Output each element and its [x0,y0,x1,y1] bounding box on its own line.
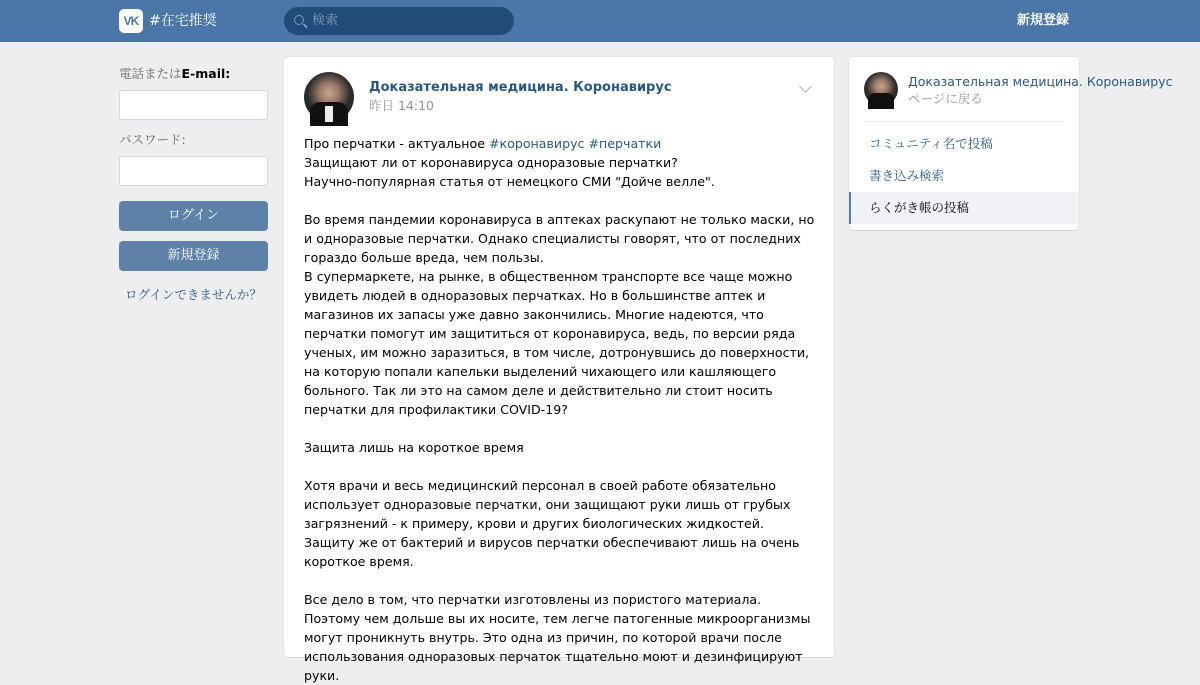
wall-post [284,57,834,683]
post-date[interactable]: 昨日 14:10 [369,98,434,113]
chevron-down-icon[interactable] [799,80,812,93]
paragraph-gap [304,419,816,438]
paragraph-gap [304,457,816,476]
community-avatar[interactable] [864,72,898,106]
hashtag-link[interactable]: #在宅推奨 [149,13,217,29]
vk-logo[interactable]: VK [119,9,143,33]
password-field[interactable] [119,156,268,186]
register-button[interactable]: 新規登録 [119,241,268,271]
phone-label: 電話またはE-mail: [119,66,231,81]
back-to-page-link[interactable]: ページに戻る [908,91,983,106]
community-sidebar [849,57,1173,230]
post-paragraph: Защита лишь на короткое время [304,440,524,455]
post-paragraph: Во время пандемии коронавируса в аптеках раскупают не только маски, но и одноразовые перчатки. Однако специалисты говорят, что от последних гораздо больше вреда, чем пользы. [304,212,815,265]
search-placeholder: 検索 [312,13,339,28]
community-name[interactable]: Доказательная медицина. Коронавирус [908,74,1173,89]
menu-search-posts[interactable]: 書き込み検索 [869,168,945,183]
paragraph-gap [304,191,816,210]
hashtag-gloves[interactable]: #перчатки [588,136,662,151]
post-text [304,134,816,685]
search-input[interactable] [284,7,514,35]
paragraph-gap [304,571,816,590]
post-paragraph: Защищают ли от коронавируса одноразовые перчатки? [304,155,678,170]
login-button[interactable]: ログイン [119,201,268,231]
password-label: パスワード: [119,132,186,147]
post-paragraph: В супермаркете, на рынке, в общественном транспорте все чаще можно увидеть людей в одноразовых перчатках. Но в большинстве аптек и магазинов их запасы уже давно закончились. Многие надеются, что перчатки помогут им защититься от коронавируса, ведь, по версии ряда ученых, им можно заразиться, в том числе, дотронувшись до поверхности, на которую попали капельки выделений чихающего или кашляющего больного. Так ли это на самом деле и действительно ли стоит носить перчатки для профилактики COVID-19? [304,269,810,417]
post-paragraph: Хотя врачи и весь медицинский персонал в своей работе обязательно использует одноразовые перчатки, они защищают руки лишь от грубых загрязнений - к примеру, крови и других биологических жидкостей. Защиту же от бактерий и вирусов перчатки обеспечивают лишь на очень короткое время. [304,478,800,569]
author-avatar[interactable] [304,72,354,122]
phone-field[interactable] [119,90,268,120]
top-bar [0,0,1200,42]
search-icon [294,15,304,25]
post-author[interactable]: Доказательная медицина. Коронавирус [369,80,672,95]
divider [864,121,1064,122]
menu-graffiti-posts[interactable]: らくがき帳の投稿 [849,192,1079,224]
forgot-login-link[interactable]: ログインできませんか？ [125,287,262,302]
login-form [119,66,268,303]
hashtag-coronavirus[interactable]: #коронавирус [488,136,585,151]
post-first-line: Про перчатки - актуальное #коронавирус #перчатки [304,136,662,151]
register-link[interactable]: 新規登録 [1016,13,1069,28]
post-paragraph: Все дело в том, что перчатки изготовлены из пористого материала. Поэтому чем дольше вы их носите, тем легче патогенные микроорганизмы могут проникнуть внутрь. Это одна из причин, по которой врачи после использования одноразовых перчаток тщательно моют и дезинфицируют руки. [304,592,811,683]
menu-post-as-community[interactable]: コミュニティ名で投稿 [869,136,993,151]
post-paragraph: Научно-популярная статья от немецкого СМИ "Дойче велле". [304,174,715,189]
